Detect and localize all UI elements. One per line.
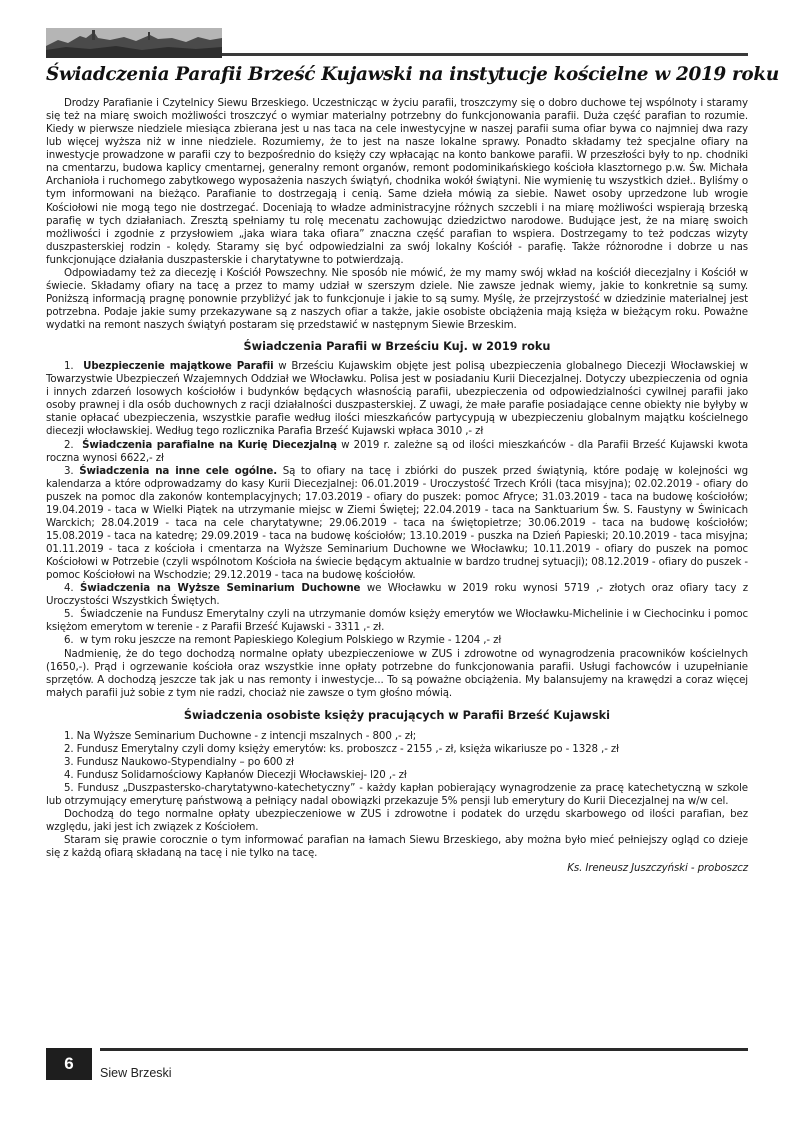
list-item: 4. Fundusz Solidarnościowy Kapłanów Diecezji Włocławskiej- l20 ,- zł: [64, 768, 407, 781]
section1-heading: Świadczenia Parafii w Brześciu Kuj. w 2019 roku: [243, 340, 551, 354]
publication-name: Siew Brzeski: [100, 1066, 172, 1080]
list-item: 2. Fundusz Emerytalny czyli domy księży emerytów: ks. proboszcz - 2155 ,- zł, księża wikariusze po - 1328 ,- zł: [64, 742, 619, 755]
list-item: 3. Świadczenia na inne cele ogólne. Są to ofiary na tacę i zbiórki do puszek przed świątynią, które podaję w kolejności wg kalendarza a które odprowadzamy do kasy Kurii Diecezjalnej: 06.01.2019 - Uroczystość Trzech Króli (taca misyjna); 02.02.2019 - ofiary do puszek na pomoc dla zakonów kontemplacyjnych; 17.03.2019 - ofiary do puszek: pomoc Afryce; 31.03.2019 - taca na budowę kościołów; 19.04.2019 - taca w Wielki Piątek na utrzymanie miejsc w Ziemi Świętej; 22.04.2019 - taca na Sanktuarium Św. S. Faustyny w Świnicach Warckich; 28.04.2019 - taca na cele charytatywne; 29.06.2019 - taca na świętopietrze; 30.06.2019 - taca na budowę kościołów; 15.08.2019 - taca na katedrę; 29.09.2019 - taca na budowę kościołów; 13.10.2019 - puszka na Dzień Papieski; 20.10.2019 - taca misyjna; 01.11.2019 - taca z kościoła i cmentarza na Wyższe Seminarium Duchowne we Włocławku; 10.11.2019 - ofiary do puszek na pomoc Kościołowi w Potrzebie (czyli wspólnotom Kościoła na świecie będącym aktualnie w bardzo trudnej sytuacji); 08.12.2019 - ofiary do puszek - pomoc Kościołowi na Wschodzie; 29.12.2019 - taca na budowę kościołów.: [46, 464, 748, 582]
list-item: 5. Świadczenie na Fundusz Emerytalny czyli na utrzymanie domów księży emerytów we Włocławku-Michelinie i w Ciechocinku i pomoc księżom emerytom w terenie - z Parafii Brześć Kujawski - 3311 ,- zł.: [46, 608, 749, 634]
list-item: 3. Fundusz Naukowo-Stypendialny – po 600 zł: [64, 755, 294, 768]
page-number: 6: [46, 1048, 92, 1080]
body-paragraph: Dochodzą do tego normalne opłaty ubezpieczeniowe w ZUS i zdrowotne i podatek do urzędu skarbowego od ilości parafian, bez względu, jaki jest ich związek z Kościołem.: [46, 808, 748, 834]
list-item: 1. Ubezpieczenie majątkowe Parafii w Brześciu Kujawskim objęte jest polisą ubezpieczenia globalnego Diecezji Włocławskiej w Towarzystwie Ubezpieczeń Wzajemnych Oddział we Włocławku. Polisa jest w posiadaniu Kurii Diecezjalnej. Dotyczy ubezpieczenia od ognia i innych zdarzeń losowych kościołów i budynków będących własnością parafii, ubezpieczenia od odpowiedzialności cywilnej parafii jako osoby prawnej i dla osób duchownych z racji działalności duszpasterskiej. Z uwagi, że małe parafie posiadające cenne obiekty nie byłyby w stanie opłacać ubezpieczenia, wszystkie parafie według ilości mieszkańców partycypują w ubezpieczeniu globalnym majątku kościelnego diecezji włocławskiej. Według tego rozlicznika Parafia Brześć Kujawski wpłaca 3010 ,- zł: [46, 360, 748, 438]
list-item: 2. Świadczenia parafialne na Kurię Diecezjalną w 2019 r. zależne są od ilości mieszkańców - dla Parafii Brześć Kujawski kwota roczna wynosi 6622,- zł: [46, 438, 749, 464]
article-body: [46, 97, 748, 875]
list-item: 6. w tym roku jeszcze na remont Papieskiego Kolegium Polskiego w Rzymie - 1204 ,- zł: [64, 634, 502, 647]
header-rule: [222, 53, 748, 56]
header-photo-strip: [46, 28, 222, 58]
closing-paragraph: Nadmienię, że do tego dochodzą normalne opłaty ubezpieczeniowe w ZUS i zdrowotne od wynagrodzenia pracowników kościelnych (1650,-). Prąd i ogrzewanie kościoła oraz wszystkie inne opłaty potrzebne do funkcjonowania parafii. Usługi fachowców i uzupełnianie sprzętów. A dochodzą jeszcze tak jak u nas remonty i inwestycje... To są poważne obciążenia. My balansujemy na krawędzi a coraz więcej małych parafii już sobie z tym nie radzi, chociaż nie zawsze o tym głośno mówią.: [46, 647, 748, 699]
list-item: 4. Świadczenia na Wyższe Seminarium Duchowne we Włocławku w 2019 roku wynosi 5719 ,- złotych oraz ofiary tacy z Uroczystości Wszystkich Świętych.: [46, 582, 749, 608]
signature: Ks. Ireneusz Juszczyński - proboszcz: [567, 862, 748, 875]
list-item: 5. Fundusz „Duszpastersko-charytatywno-katechetyczny” - każdy kapłan pobierający wynagrodzenie za pracę katechetyczną w szkole lub otrzymujący emeryturę państwową a pełniący nadal obowiązki przekazuje 5% pensji lub emerytury do Kurii Diecezjalnej na w/w cel.: [46, 782, 748, 808]
footer-rule: [100, 1048, 748, 1051]
intro-paragraph: Drodzy Parafianie i Czytelnicy Siewu Brzeskiego. Uczestnicząc w życiu parafii, troszczymy się o dobro duchowe tej wspólnoty i staramy się też na miarę swoich możliwości troszczyć o wymiar materialny potrzebny do funkcjonowania parafii. Duża część parafian to rozumie. Kiedy w pierwsze niedziele miesiąca zbierana jest u nas taca na cele inwestycyjne w naszej parafii suma ofiar bywa co najmniej dwa razy lub więcej wyższa niż w inne niedziele. Rozumiemy, że to jest na nasze lokalne sprawy. Ponadto składamy też specjalne ofiary na inwestycje prowadzone w parafii czy to bezpośrednio do księży czy wpłacając na konto bankowe parafii. W przeszłości były to np. chodniki na cmentarzu, budowa kaplicy cmentarnej, generalny remont organów, remont podominikańskiego kościoła klasztornego p.w. Św. Michała Archanioła i ruchomego zabytkowego wyposażenia naszych świątyń, chodnika wokół świątyni. Nie wymienię tu wszystkich dzieł.. Byliśmy o tym informowani na bieżąco. Parafianie to dostrzegają i cenią. Same dzieła mówią za siebie. Nawet osoby uprzedzone lub wrogie Kościołowi nie mogą tego nie dostrzegać. Doceniają to władze administracyjne różnych szczebli i na miarę możliwości wspierają brzeską parafię w tych działaniach. Zresztą spełniamy tu rolę mecenatu zachowując dziedzictwo narodowe. Budujące jest, że na miarę swoich możliwości i zgodnie z przysłowiem „jaka wiara taka ofiara” znaczna część parafian to wspiera. Dostrzegamy to też podczas wizyty duszpasterskiej rodzin - kolędy. Staramy się być odpowiedzialni za swój lokalny Kościół - parafię. Także różnorodne i dobrze u nas funkcjonujące działania duszpasterskie i charytatywne to potwierdzają.: [46, 97, 748, 266]
article-title: Świadczenia Parafii Brześć Kujawski na instytucje kościelne w 2019 roku: [46, 64, 779, 85]
body-paragraph: Staram się prawie corocznie o tym informować parafian na łamach Siewu Brzeskiego, aby można było mieć pełniejszy ogląd co dzieje się z każdą ofiarą składaną na tacę i nie tylko na tacę.: [46, 834, 748, 860]
town-panorama-image: [46, 28, 222, 58]
section2-heading: Świadczenia osobiste księży pracujących w Parafii Brześć Kujawski: [183, 708, 611, 722]
list-item: 1. Na Wyższe Seminarium Duchowne - z intencji mszalnych - 800 ,- zł;: [64, 729, 417, 742]
intro-paragraph: Odpowiadamy też za diecezję i Kościół Powszechny. Nie sposób nie mówić, że my mamy swój wkład na kościół diecezjalny i Kościół w świecie. Składamy ofiary na tacę a przez to mamy udział w szerszym dziele. Nie zawsze jednak wiemy, jakie to konkretnie są sumy. Poniższą informacją pragnę ponownie przybliżyć jak to funkcjonuje i jakie to są sumy. Myślę, że przejrzystość w dziedzinie materialnej jest potrzebna. Podaje jakie sumy przekazywane są z naszych ofiar a także, jakie osobiste obciążenia mają księża w bieżącym roku. Poważne wydatki na remont naszych świątyń postaram się przedstawić w następnym Siewie Brzeskim.: [46, 266, 748, 332]
